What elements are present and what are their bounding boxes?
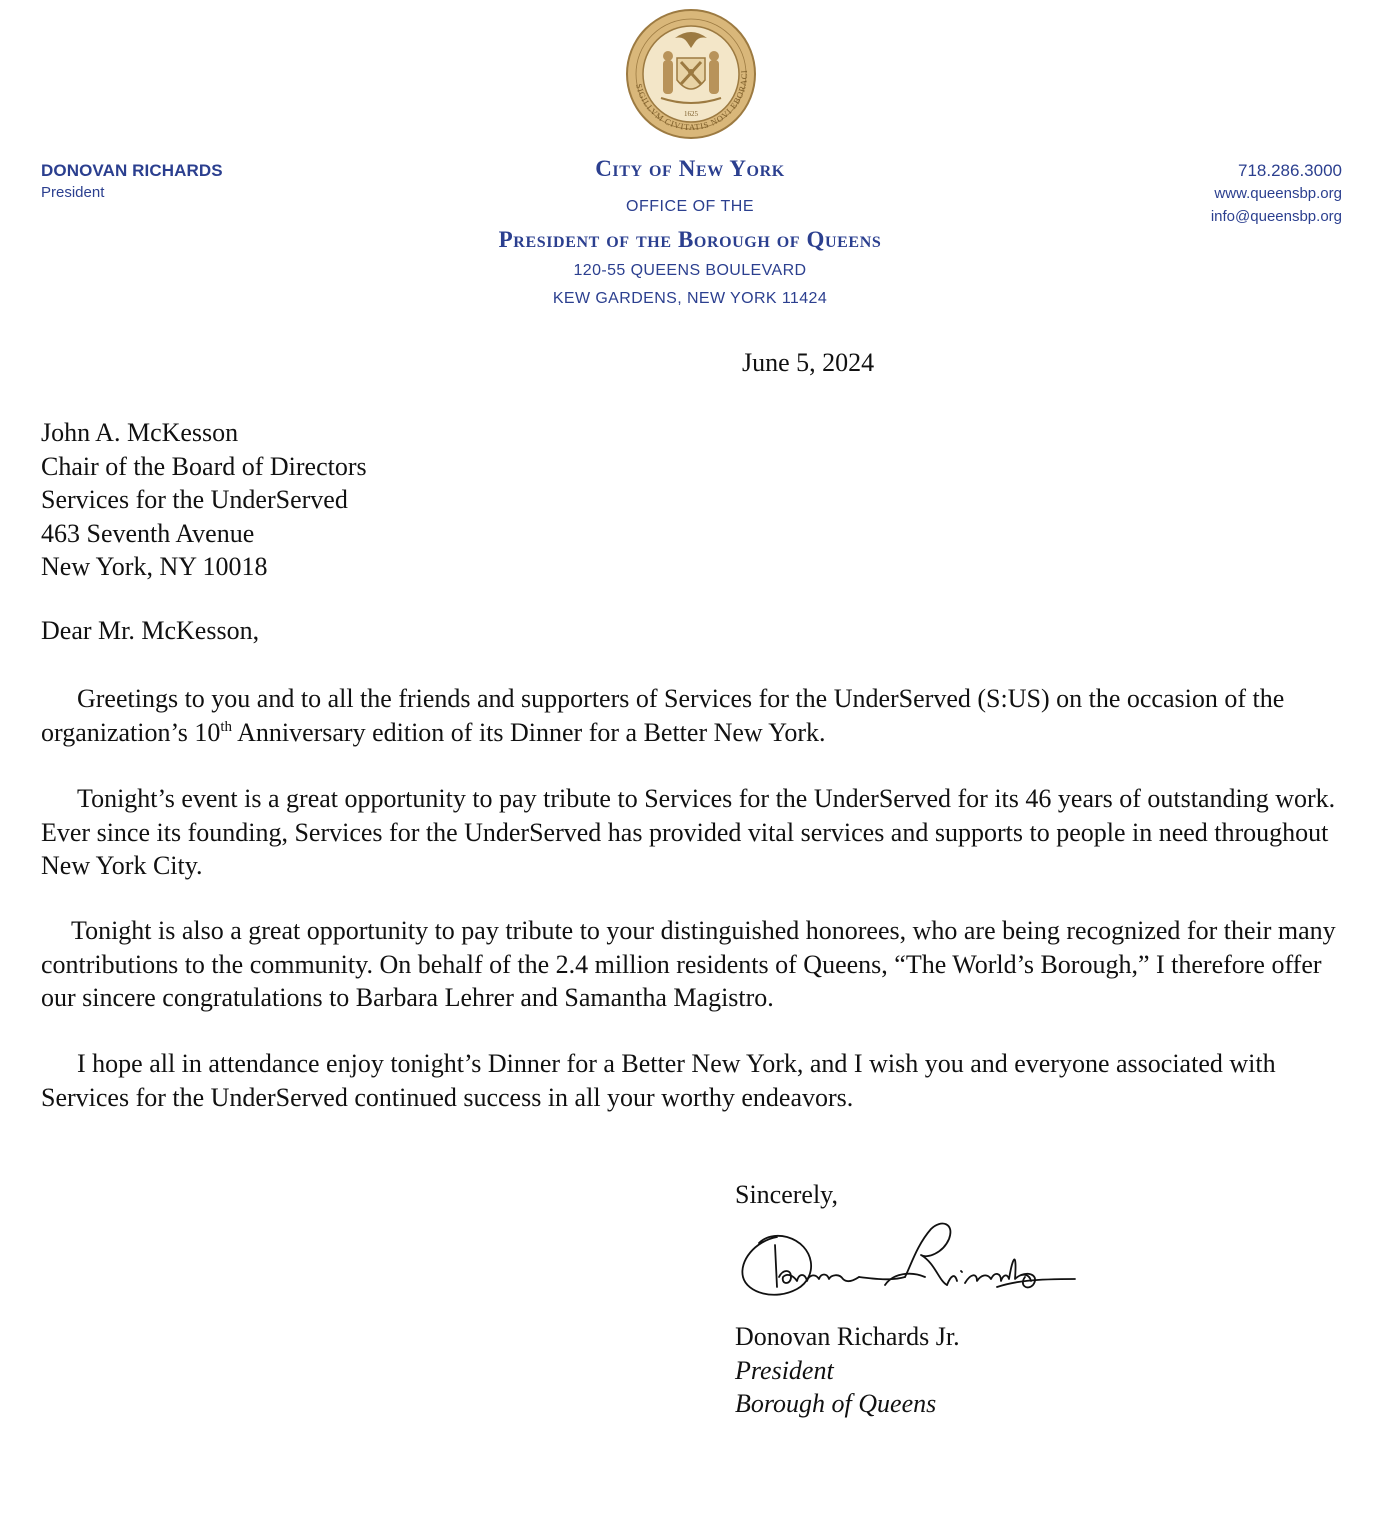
letterhead-contact (1211, 160, 1342, 228)
recipient-name: John A. McKesson (41, 418, 239, 447)
ordinal-suffix: th (220, 718, 232, 735)
handwritten-signature (735, 1215, 1080, 1315)
recipient-address (41, 416, 367, 584)
recipient-title: Chair of the Board of Directors (41, 451, 367, 481)
phone-number: 718.286.3000 (1238, 161, 1342, 180)
president-name-header: DONOVAN RICHARDS (41, 161, 223, 180)
president-title-header: President (41, 184, 105, 201)
body-paragraph-3: Tonight is also a great opportunity to pay tribute to your distinguished honorees, who are being recognized for their many contributions to the community. On behalf of the 2.4 million residents of Queens, “The World’s Borough,” I therefore offer our sincere congratulations to Barbara Lehrer and Samantha Magistro. (41, 916, 1336, 1012)
signer-name: Donovan Richards Jr. (735, 1322, 960, 1351)
office-name: President of the Borough of Queens (498, 227, 882, 252)
recipient-city: New York, NY 10018 (41, 552, 268, 581)
salutation: Dear Mr. McKesson, (41, 616, 260, 645)
letterhead-left (41, 160, 223, 204)
office-address-line1: 120-55 QUEENS BOULEVARD (573, 262, 807, 279)
closing: Sincerely, (735, 1180, 838, 1209)
paragraph-1-text: Greetings to you and to all the friends and supporters of Services for the UnderServed (S:US) on the occasion of the organization’s 10 (41, 684, 1285, 747)
recipient-organization: Services for the UnderServed (41, 485, 348, 514)
signer-office: Borough of Queens (735, 1389, 937, 1418)
city-name: City of New York (595, 156, 785, 181)
office-address-line2: KEW GARDENS, NEW YORK 11424 (552, 290, 828, 307)
office-of: OFFICE OF THE (626, 198, 754, 215)
website-link[interactable]: www.queensbp.org (1214, 185, 1342, 202)
paragraph-1-text-end: Anniversary edition of its Dinner for a Better New York. (232, 717, 826, 747)
body-paragraph-1 (41, 682, 1351, 749)
body-paragraph-2: Tonight’s event is a great opportunity to pay tribute to Services for the UnderServed for its 46 years of outstanding work. Ever since its founding, Services for the UnderServed has provided vital services and supports to people in need throughout New York City. (41, 784, 1336, 880)
letter-date: June 5, 2024 (742, 348, 875, 377)
recipient-street: 463 Seventh Avenue (41, 518, 255, 548)
signer-title: President (735, 1355, 834, 1385)
seal-ring-text: SIGILLVM CIVITATIS NOVI EBORACI (633, 69, 750, 133)
signature-block (735, 1320, 960, 1421)
body-paragraph-4: I hope all in attendance enjoy tonight’s Dinner for a Better New York, and I wish you and everyone associated with Services for the UnderServed continued success in all your worthy endeavors. (41, 1049, 1276, 1112)
seal-year: 1625 (684, 110, 698, 118)
city-seal-icon (625, 8, 757, 140)
email-link[interactable]: info@queensbp.org (1210, 208, 1342, 225)
